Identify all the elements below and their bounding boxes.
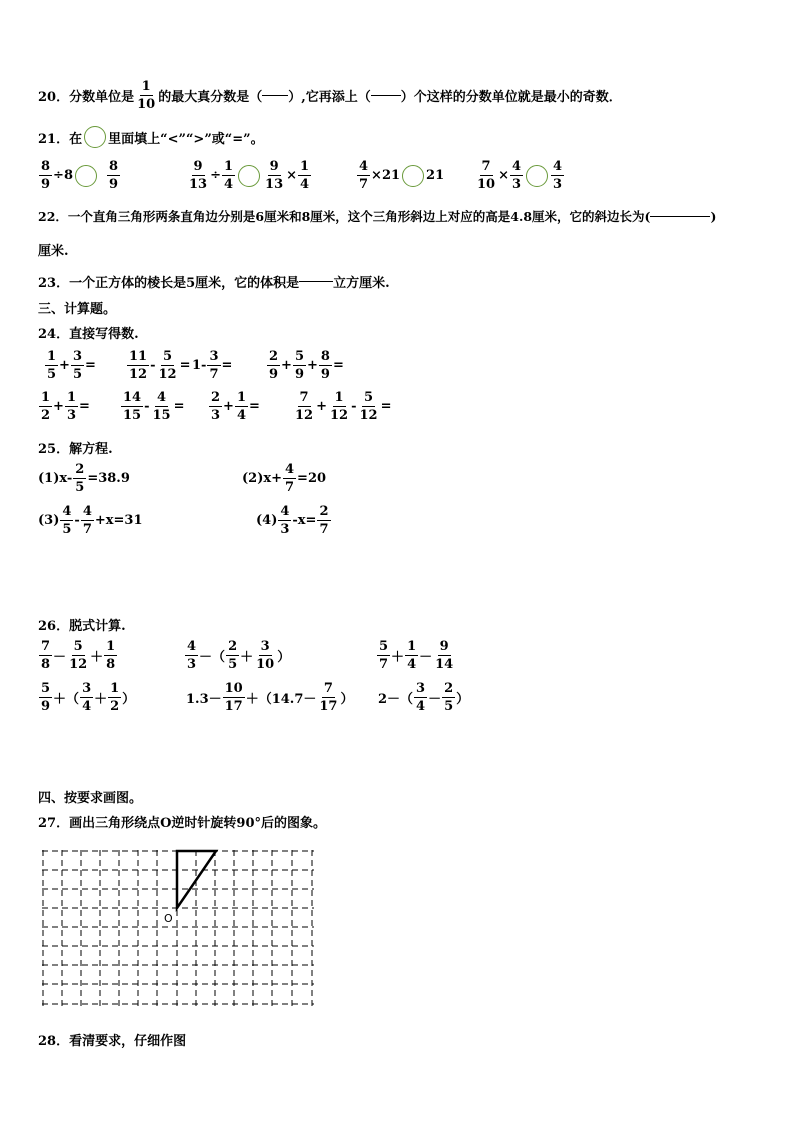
q24-row2-item2: $\frac{14}{15}$ - $\frac{4}{15}$ =: [123, 390, 185, 423]
answer-blank[interactable]: [262, 95, 288, 96]
section-3-title: 三、计算题。: [38, 302, 117, 317]
answer-blank[interactable]: [371, 95, 401, 96]
q25-eq4: (4) $\frac{4}{3}$ -x= $\frac{2}{7}$: [256, 504, 329, 537]
q27-text: 27．画出三角形绕点O逆时针旋转90°后的图象。: [38, 816, 327, 831]
q26-expr-2: $\frac{4}{3}$ －（ $\frac{2}{5}$ ＋ $\frac{3}{10}$ ）: [187, 639, 291, 672]
q21-title: 21． 在 里面填上“<”“>”或“=”。: [38, 126, 264, 148]
q26-expr-6: 2－（ $\frac{3}{4}$ － $\frac{2}{5}$ ）: [378, 681, 470, 714]
q24-row2-item4: $\frac{7}{12}$ + $\frac{1}{12}$ - $\frac{5}{12}$ =: [295, 390, 392, 423]
q20: 20． 分数单位是 $\frac{1}{10}$ 的最大真分数是（ ）,它再添上（ ）个这样的分数单位就是最小的奇数．: [38, 79, 622, 112]
compare-circle: [84, 126, 106, 148]
triangle: [177, 851, 216, 908]
q26-expr-4: $\frac{5}{9}$ ＋（ $\frac{3}{4}$ ＋ $\frac{1}{2}$ ）: [41, 681, 136, 714]
q25-eq2: (2)x+ $\frac{4}{7}$ =20: [242, 462, 327, 495]
q24-row1-item2: $\frac{11}{12}$ - $\frac{5}{12}$ =: [129, 349, 191, 382]
q21-item-1: $\frac{8}{9}$ ÷8 $\frac{8}{9}$: [41, 159, 119, 192]
compare-circle[interactable]: [526, 165, 548, 187]
compare-circle[interactable]: [238, 165, 260, 187]
q25-eq3: (3) $\frac{4}{5}$ - $\frac{4}{7}$ +x=31: [38, 504, 143, 537]
fraction: $\frac{1}{10}$: [137, 79, 156, 112]
q22-line1: 22．一个直角三角形两条直角边分别是6厘米和8厘米，这个三角形斜边上对应的高是4.8厘米，它的斜边长为( ): [38, 208, 717, 224]
q26-expr-3: $\frac{5}{7}$ ＋ $\frac{1}{4}$ － $\frac{9}{14}$: [379, 639, 454, 672]
q24-title: 24．直接写得数.: [38, 327, 139, 342]
q21-item-4: $\frac{7}{10}$ × $\frac{4}{3}$ $\frac{4}{3}$: [477, 159, 563, 192]
q25-title: 25．解方程.: [38, 442, 113, 457]
q24-row1-item1: $\frac{1}{5}$ + $\frac{3}{5}$ =: [47, 349, 96, 382]
q25-eq1: (1)x- $\frac{2}{5}$ =38.9: [38, 462, 130, 495]
answer-blank[interactable]: [650, 216, 710, 217]
q24-row2-item1: $\frac{1}{2}$ + $\frac{1}{3}$ =: [41, 390, 90, 423]
point-o-label: O: [164, 912, 173, 925]
q22-line2: 厘米.: [38, 244, 69, 259]
q23: 23．一个正方体的棱长是5厘米，它的体积是 立方厘米.: [38, 276, 390, 291]
q24-row1-item4: $\frac{2}{9}$ + $\frac{5}{9}$ + $\frac{8}{9}$ =: [269, 349, 344, 382]
q21-item-2: $\frac{9}{13}$ ÷ $\frac{1}{4}$ $\frac{9}{13}$ × $\frac{1}{4}$: [189, 159, 310, 192]
compare-circle[interactable]: [75, 165, 97, 187]
section-4-title: 四、按要求画图。: [38, 791, 143, 806]
q24-row2-item3: $\frac{2}{3}$ + $\frac{1}{4}$ =: [211, 390, 260, 423]
q26-expr-1: $\frac{7}{8}$ － $\frac{5}{12}$ ＋ $\frac{1}{8}$: [41, 639, 116, 672]
answer-blank[interactable]: [299, 281, 333, 282]
drawing-grid[interactable]: [40, 848, 316, 1008]
q26-title: 26．脱式计算.: [38, 619, 126, 634]
q24-row1-item3: 1- $\frac{3}{7}$ =: [192, 349, 233, 382]
q28-text: 28．看清要求，仔细作图: [38, 1034, 187, 1049]
q26-expr-5: 1.3－ $\frac{10}{17}$ ＋（14.7－ $\frac{7}{17}$ ）: [186, 681, 354, 714]
q21-item-3: $\frac{4}{7}$ ×21 21: [359, 159, 445, 192]
compare-circle[interactable]: [402, 165, 424, 187]
